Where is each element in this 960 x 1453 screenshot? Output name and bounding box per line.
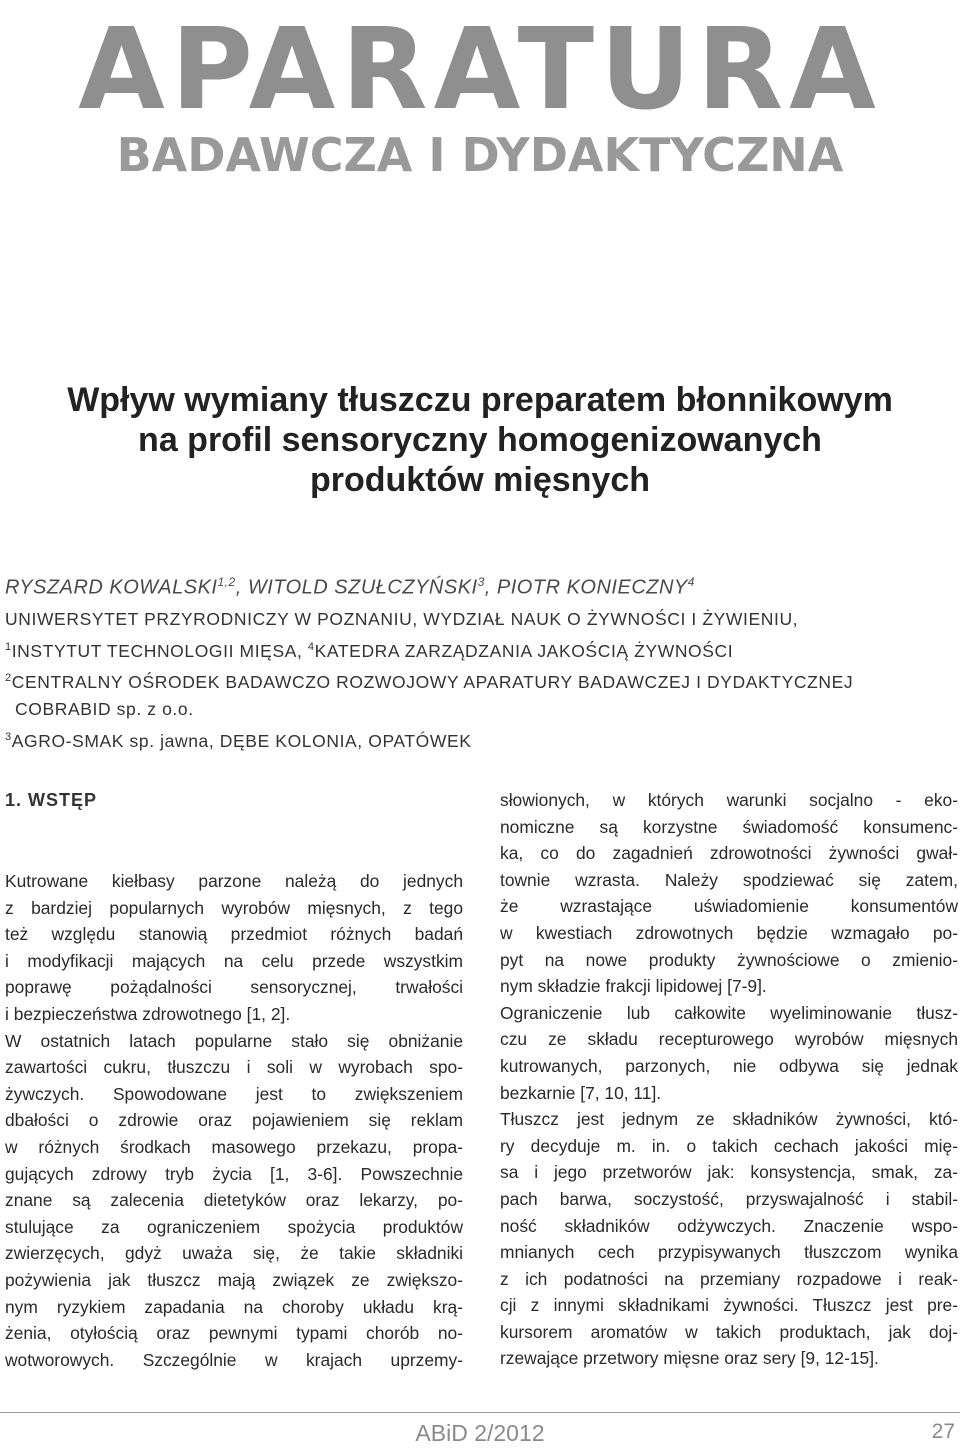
body-text-line: ry decyduje m. in. o takich cechach jakości mię- xyxy=(500,1135,958,1156)
article-title-line: Wpływ wymiany tłuszczu preparatem błonnikowym xyxy=(67,381,893,419)
body-text-line: wotworowych. Szczególnie w krajach uprzemy- xyxy=(5,1349,463,1370)
footer-divider xyxy=(0,1412,960,1413)
author-separator: , xyxy=(484,576,497,599)
body-column-right xyxy=(500,787,958,1372)
affiliation-mark: 3 xyxy=(5,730,12,743)
body-text-line: ka, co do zagadnień zdrowotności żywności gwał- xyxy=(500,843,958,864)
body-text-line: Kutrowane kiełbasy parzone należą do jednych xyxy=(5,871,463,891)
affiliation-mark: 1 xyxy=(5,640,12,653)
footer-page-number: 27 xyxy=(931,1420,955,1443)
affiliation-mark: 2 xyxy=(5,671,12,684)
body-text-line: kursorem aromatów w takich produktach, jak doj- xyxy=(500,1321,958,1342)
body-text-line: Ograniczenie lub całkowite wyeliminowanie tłusz- xyxy=(500,1002,958,1023)
body-text-line: pach barwa, soczystość, przyswajalność i stabil- xyxy=(500,1188,958,1209)
affiliation-text: CENTRALNY OŚRODEK BADAWCZO ROZWOJOWY APARATURY BADAWCZEJ I DYDAKTYCZNEJ xyxy=(11,671,854,692)
affiliation-text: COBRABID sp. z o.o. xyxy=(15,699,194,720)
author-affiliation-mark: 1,2 xyxy=(217,575,236,589)
affiliation-line xyxy=(5,634,955,665)
body-text-line: i modyfikacji mających na celu przede wszystkim xyxy=(5,950,463,971)
affiliation-text: KATEDRA ZARZĄDZANIA JAKOŚCIĄ ŻYWNOŚCI xyxy=(314,640,734,661)
author-separator: , xyxy=(235,576,248,599)
body-text-line: pyt na nowe produkty żywnościowe o zmienio- xyxy=(500,949,958,970)
body-text-line: z bardziej popularnych wyrobów mięsnych, z tego xyxy=(5,897,463,918)
affiliation-list xyxy=(5,606,955,755)
footer-journal-issue: ABiD 2/2012 xyxy=(415,1420,545,1446)
affiliation-line xyxy=(5,665,955,696)
body-text-line: pożywienia jak tłuszcz mają związek ze zwiększo- xyxy=(5,1269,463,1290)
body-text-line: ność składników odżywczych. Znaczenie wspo- xyxy=(500,1215,958,1236)
body-text-line: też względu stanowią przedmiot różnych badań xyxy=(5,924,463,945)
body-text-line: nym składzie frakcji lipidowej [7-9]. xyxy=(500,976,767,997)
body-text-line: bezkarnie [7, 10, 11]. xyxy=(500,1082,662,1103)
body-text-line: słowionych, w których warunki socjalno - eko- xyxy=(500,790,958,810)
author-name: RYSZARD KOWALSKI xyxy=(5,576,218,599)
affiliation-line xyxy=(5,606,955,634)
body-text-line: nomiczne są korzystne świadomość konsumenc- xyxy=(500,816,958,837)
body-text-line: zawartości cukru, tłuszczu i soli w wyrobach spo- xyxy=(5,1057,463,1078)
body-text-line: z ich podatności na przemiany rozpadowe i reak- xyxy=(500,1268,958,1289)
author-name: WITOLD SZUŁCZYŃSKI xyxy=(247,576,478,599)
affiliation-text: AGRO-SMAK sp. jawna, DĘBE KOLONIA, OPATÓWEK xyxy=(11,730,472,751)
affiliation-line xyxy=(5,696,955,724)
affiliation-mark: 4 xyxy=(307,640,315,653)
body-text-line: w kwestiach zdrowotnych będzie wzmagało po- xyxy=(500,922,958,943)
affiliation-line xyxy=(5,724,955,755)
body-text-line: i bezpieczeństwa zdrowotnego [1, 2]. xyxy=(5,1003,291,1024)
body-text-line: Tłuszcz jest jednym ze składników żywności, któ- xyxy=(500,1109,958,1130)
body-text-line: dbałości o zdrowie oraz pojawieniem się reklam xyxy=(5,1110,463,1131)
article-title xyxy=(30,380,930,500)
body-text-line: zwierzęcych, gdyż uważa się, że takie składniki xyxy=(5,1243,463,1264)
journal-masthead-subtitle: BADAWCZA I DYDAKTYCZNA xyxy=(116,128,844,182)
body-column-left xyxy=(5,868,463,1373)
body-text-line: gujących zdrowy tryb życia [1, 3-6]. Powszechnie xyxy=(5,1163,463,1184)
journal-masthead-title: APARATURA xyxy=(78,5,882,135)
body-text-line: townie wzrasta. Należy spodziewać się zatem, xyxy=(500,869,958,890)
body-text-line: W ostatnich latach popularne stało się obniżanie xyxy=(5,1030,463,1051)
body-text-line: poprawę pożądalności sensorycznej, trwałości xyxy=(5,977,463,998)
body-text-line: żenia, otyłością oraz pewnymi typami chorób no- xyxy=(5,1323,463,1344)
body-text-line: stulujące za ograniczeniem spożycia produktów xyxy=(5,1216,463,1237)
author-affiliation-mark: 4 xyxy=(687,575,695,589)
body-text-line: mnianych cech przypisywanych tłuszczom wynika xyxy=(500,1242,958,1263)
body-text-line: kutrowanych, parzonych, nie odbywa się jednak xyxy=(500,1055,958,1076)
author-affiliation-mark: 3 xyxy=(477,575,485,589)
affiliation-text: UNIWERSYTET PRZYRODNICZY W POZNANIU, WYDZIAŁ NAUK O ŻYWNOŚCI I ŻYWIENIU, xyxy=(5,609,799,629)
body-text-line: czu ze składu recepturowego wyrobów mięsnych xyxy=(500,1029,958,1050)
body-text-line: że wzrastające uświadomienie konsumentów xyxy=(500,896,958,917)
body-text-line: żywczych. Spowodowane jest to zwiększeniem xyxy=(5,1083,463,1104)
author-list xyxy=(5,575,945,600)
body-text-line: nym ryzykiem zapadania na choroby układu krą- xyxy=(5,1296,463,1317)
body-text-line: w różnych środkach masowego przekazu, propa- xyxy=(5,1136,463,1157)
affiliation-text: INSTYTUT TECHNOLOGII MIĘSA, xyxy=(11,640,308,661)
body-text-line: cji z innymi składnikami żywności. Tłuszcz jest pre- xyxy=(500,1295,958,1316)
body-text-line: sa i jego przetworów jak: konsystencja, smak, za- xyxy=(500,1162,958,1183)
section-heading: 1. WSTĘP xyxy=(5,790,98,810)
article-title-line: na profil sensoryczny homogenizowanych xyxy=(138,421,822,459)
author-name: PIOTR KONIECZNY xyxy=(496,576,688,599)
article-title-line: produktów mięsnych xyxy=(309,461,651,499)
body-text-line: znane są zalecenia dietetyków oraz lekarzy, po- xyxy=(5,1190,463,1211)
body-text-line: rzewające przetwory mięsne oraz sery [9, 12-15]. xyxy=(500,1348,879,1369)
